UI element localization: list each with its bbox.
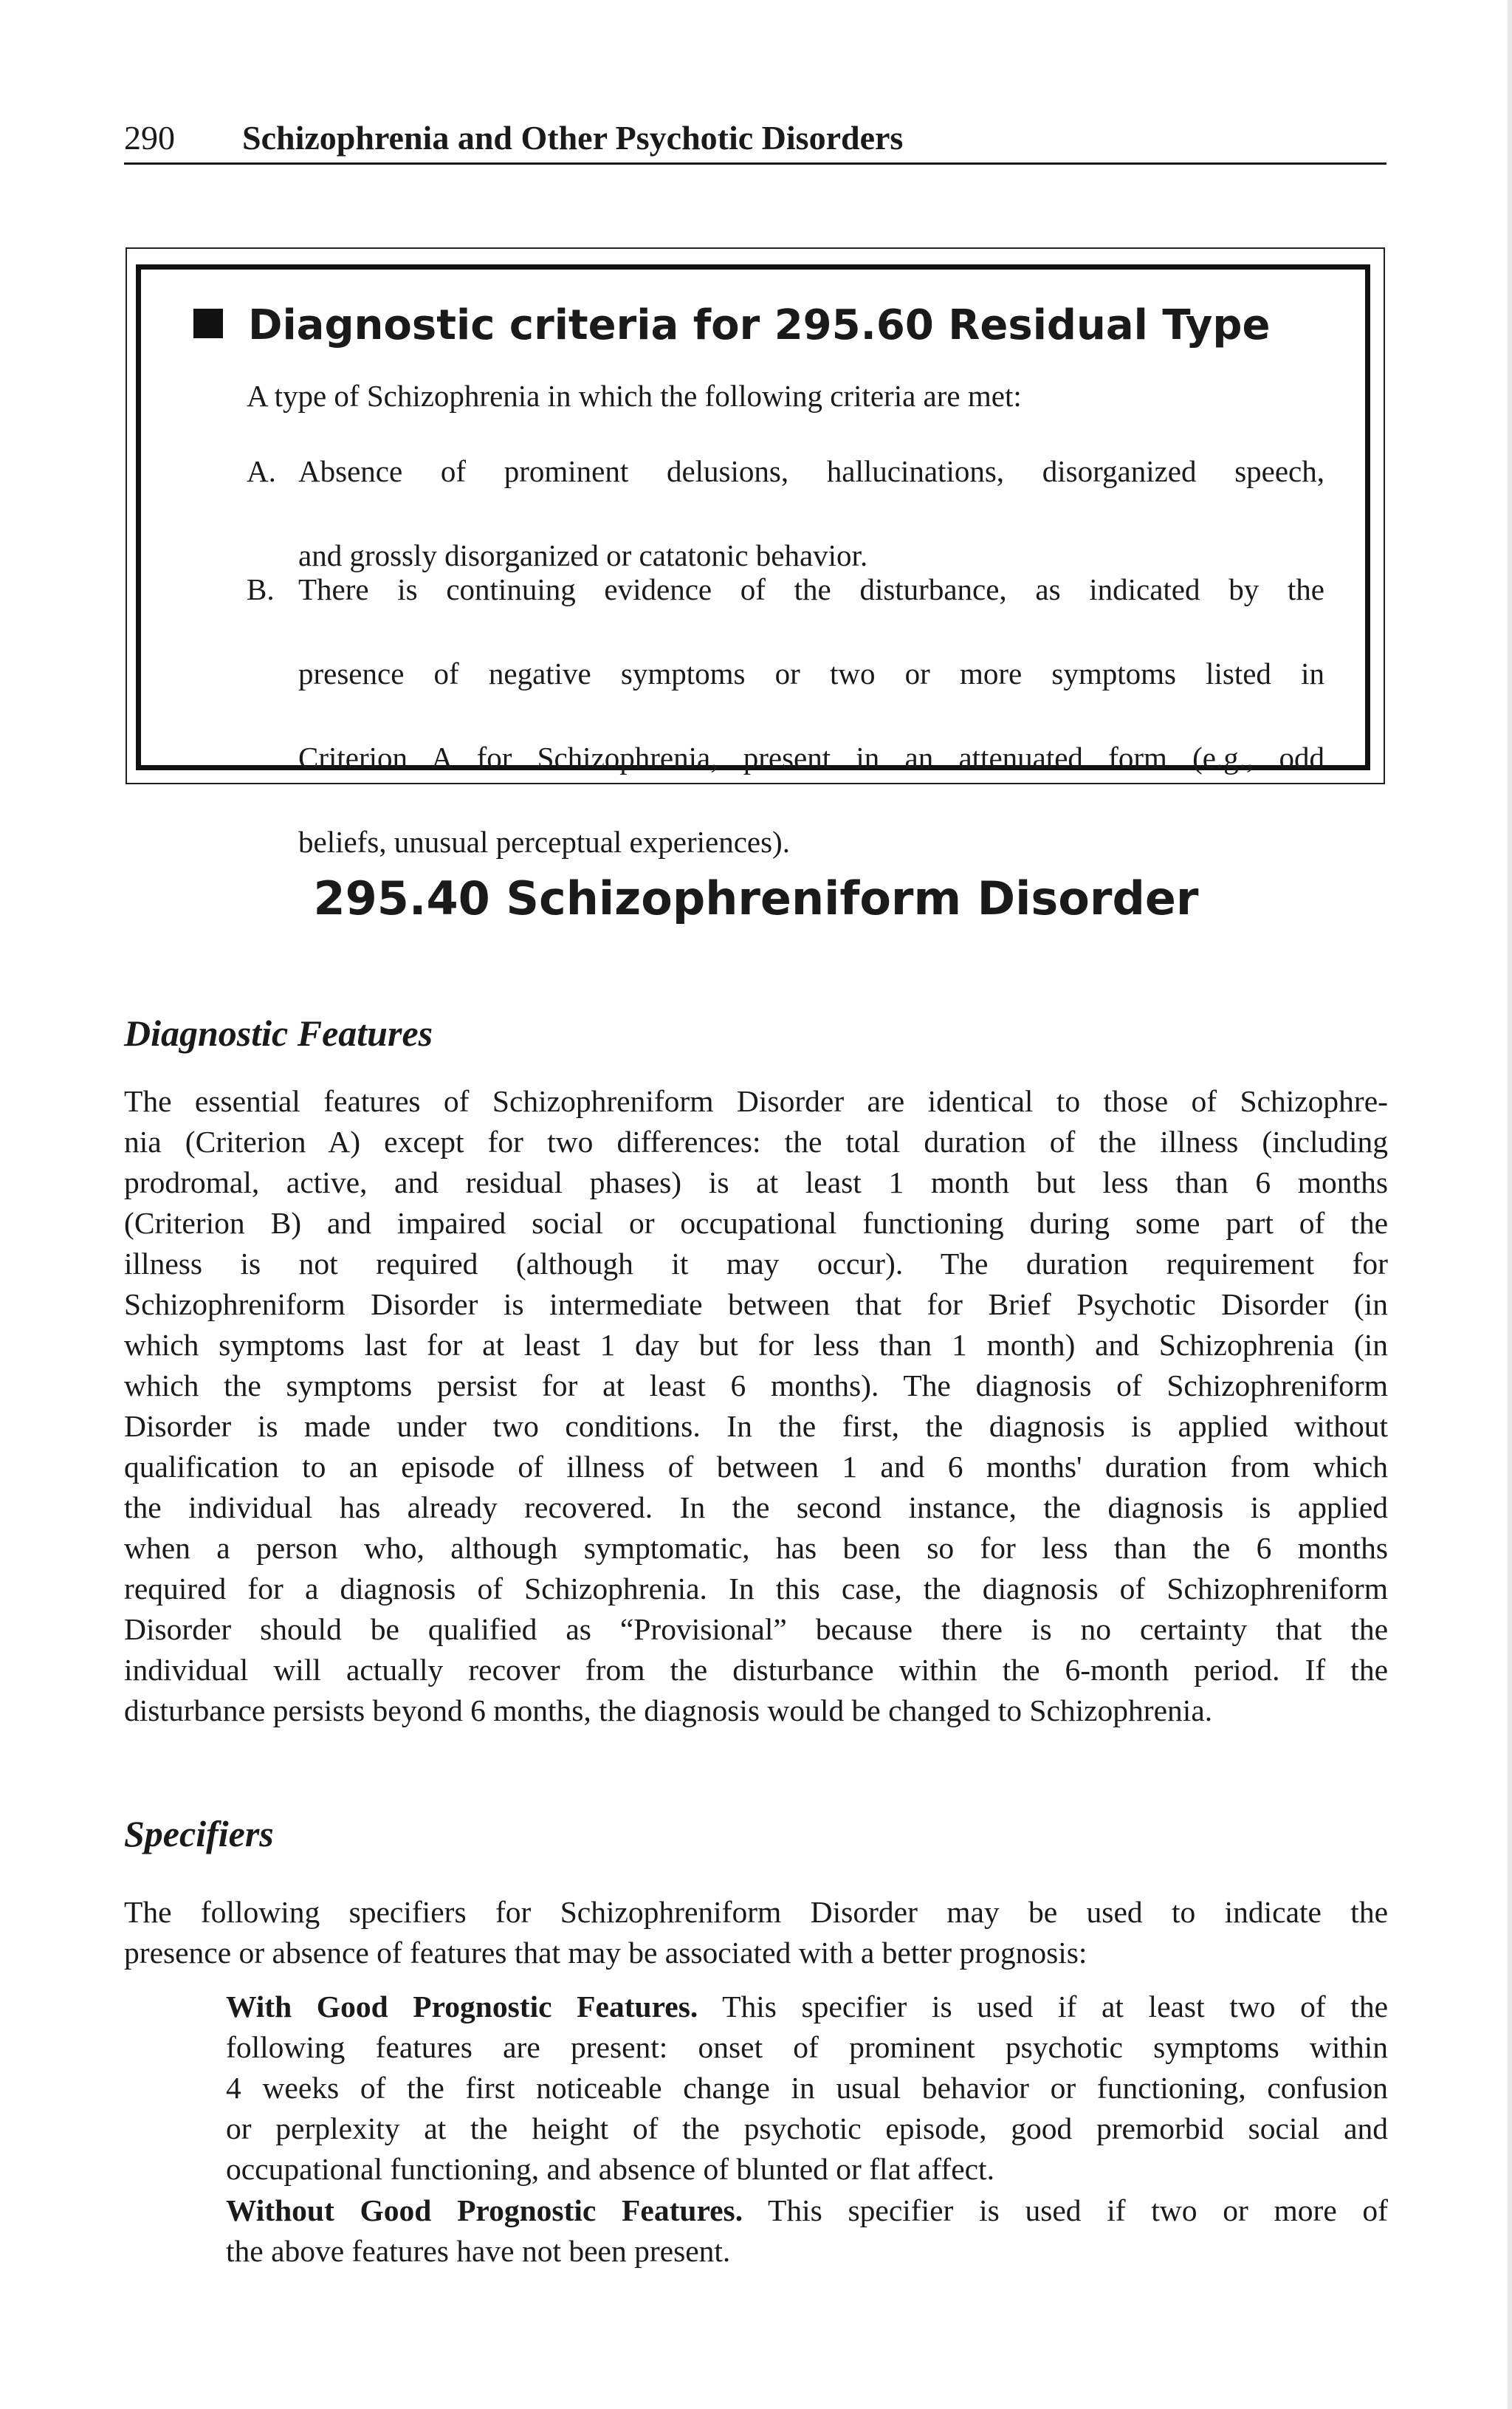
text-line: (Criterion B) and impaired social or occupational functioning during some part of the [124,1206,1388,1240]
criterion-line: presence of negative symptoms or two or more symptoms listed in [298,657,1324,691]
text-line [226,2190,1388,2231]
criterion-b [247,569,1324,863]
specifier-label: Without Good Prognostic Features. [226,2193,743,2227]
text-line: individual will actually recover from the disturbance within the 6-month period. If the [124,1653,1388,1687]
criterion-line: Absence of prominent delusions, hallucinations, disorganized speech, [298,454,1324,488]
text-line: when a person who, although symptomatic, has been so for less than the 6 months [124,1531,1388,1565]
text-line: which the symptoms persist for at least 6 months). The diagnosis of Schizophreniform [124,1368,1388,1402]
diagnostic-features-paragraph [124,1081,1388,1731]
subheading-diagnostic-features: Diagnostic Features [124,1012,433,1054]
text-line: prodromal, active, and residual phases) is at least 1 month but less than 6 months [124,1165,1388,1199]
criteria-intro: A type of Schizophrenia in which the following criteria are met: [247,379,1022,413]
subheading-specifiers: Specifiers [124,1813,274,1854]
text-line: required for a diagnosis of Schizophrenia. In this case, the diagnosis of Schizophreniform [124,1572,1388,1606]
criteria-box-title: Diagnostic criteria for 295.60 Residual Type [248,301,1271,349]
text-line: or perplexity at the height of the psychotic episode, good premorbid social and [226,2111,1388,2145]
specifier-without-good-prognostic-features [226,2190,1388,2272]
criterion-letter: A. [247,454,276,488]
text-line: occupational functioning, and absence of blunted or flat affect. [226,2152,994,2186]
text-line: The essential features of Schizophreniform Disorder are identical to those of Schizophre- [124,1084,1388,1118]
running-title: Schizophrenia and Other Psychotic Disorders [242,119,904,157]
square-bullet-icon [193,309,223,338]
text-line: Disorder is made under two conditions. In the first, the diagnosis is applied without [124,1409,1388,1443]
running-header [124,112,1386,165]
page-edge-shadow [1508,0,1512,2409]
text-line: Schizophreniform Disorder is intermediate between that for Brief Psychotic Disorder (in [124,1287,1388,1321]
criterion-text [298,450,1324,535]
section-title: 295.40 Schizophreniform Disorder [313,871,1199,925]
text-line: 4 weeks of the first noticeable change in usual behavior or functioning, confusion [226,2071,1388,2105]
text-line: Disorder should be qualified as “Provisional” because there is no certainty that the [124,1612,1388,1646]
text-line: The following specifiers for Schizophreniform Disorder may be used to indicate the [124,1895,1388,1929]
specifier-label: With Good Prognostic Features. [226,1990,698,2024]
specifier-with-good-prognostic-features [226,1987,1388,2190]
text-line: disturbance persists beyond 6 months, the diagnosis would be changed to Schizophrenia. [124,1693,1213,1727]
text-line: presence or absence of features that may be associated with a better prognosis: [124,1936,1087,1970]
specifier-text: This specifier is used if at least two of the [698,1990,1388,2024]
criterion-letter: B. [247,572,275,606]
criterion-line: Criterion A for Schizophrenia, present in an attenuated form (e.g., odd [298,741,1324,775]
text-line: the individual has already recovered. In the second instance, the diagnosis is applied [124,1490,1388,1524]
text-line: the above features have not been present. [226,2234,731,2268]
text-line: qualification to an episode of illness of between 1 and 6 months' duration from which [124,1450,1388,1484]
criterion-line: and grossly disorganized or catatonic behavior. [298,538,868,572]
text-line: nia (Criterion A) except for two differences: the total duration of the illness (including [124,1125,1388,1159]
criterion-a [247,450,1324,577]
criterion-text [298,821,1324,863]
text-line: following features are present: onset of prominent psychotic symptoms within [226,2030,1388,2064]
specifier-text: This specifier is used if two or more of [743,2193,1388,2227]
text-line [226,1987,1388,2027]
criterion-line: beliefs, unusual perceptual experiences). [298,825,790,859]
criterion-text [298,737,1324,821]
text-line: illness is not required (although it may occur). The duration requirement for [124,1247,1388,1281]
criterion-text [298,653,1324,737]
text-line: which symptoms last for at least 1 day but for less than 1 month) and Schizophrenia (in [124,1328,1388,1362]
specifiers-intro-paragraph [124,1892,1388,1973]
criterion-line: There is continuing evidence of the disturbance, as indicated by the [298,572,1324,606]
page-number: 290 [124,119,175,157]
criterion-text [298,569,1324,653]
